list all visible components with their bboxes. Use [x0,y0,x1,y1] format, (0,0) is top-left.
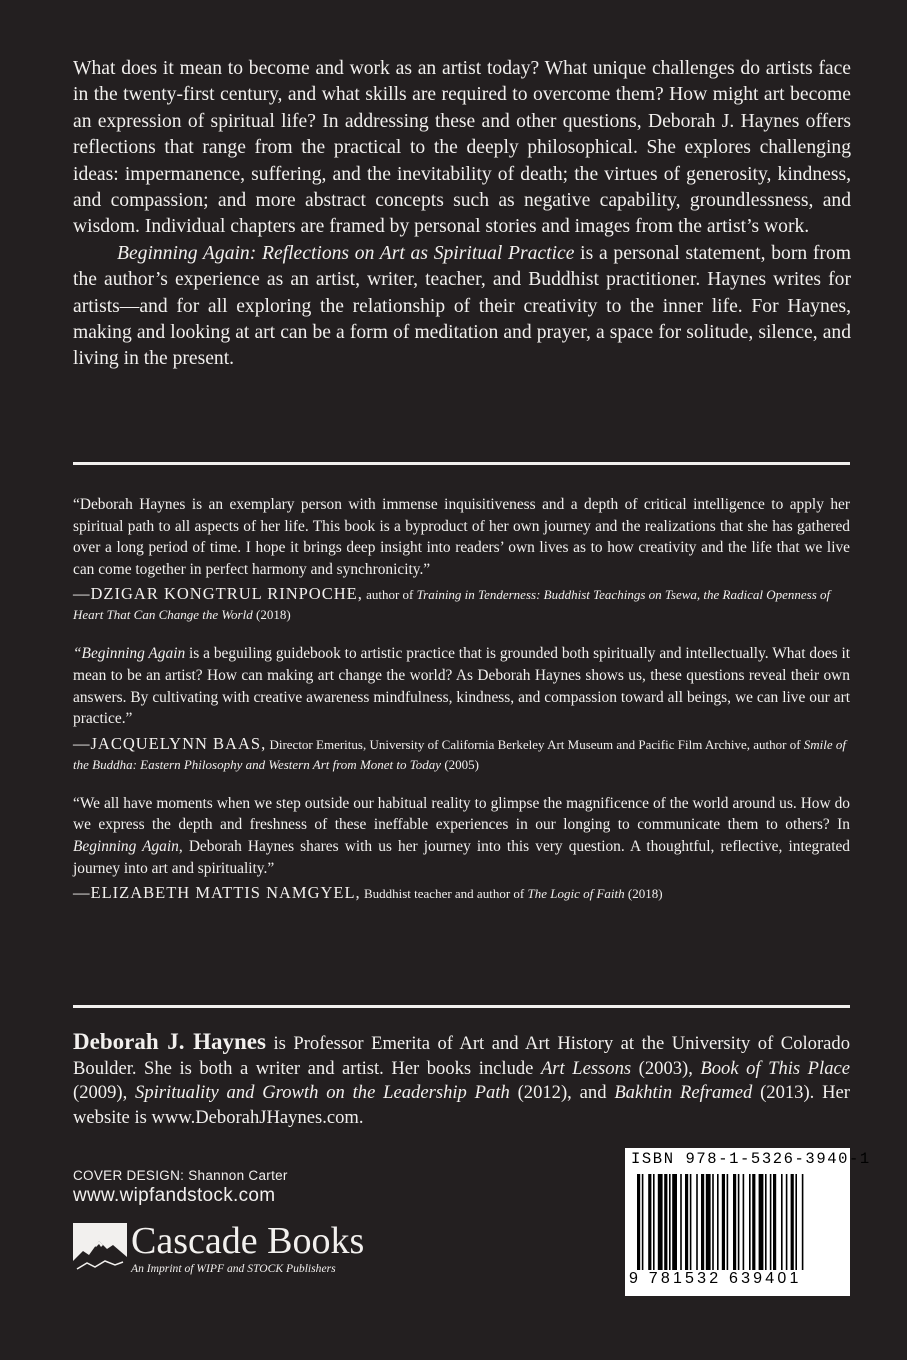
endorser-name: —JACQUELYNN BAAS, [73,733,267,753]
blurb-paragraph-2 [73,241,851,373]
bio-text: (2009), [73,1082,136,1104]
barcode-bar [672,1174,677,1270]
barcode-bar [786,1174,788,1270]
endorser-role: Director Emeritus, University of California Berkeley Art Museum and Pacific Film Archive, author of [266,736,804,752]
endorsement-attribution [73,584,850,625]
endorser-work: Smile of the Buddha: Eastern Philosophy and Western Art from Monet to Today [73,736,847,772]
endorsement-2 [73,643,850,774]
barcode-bar [770,1174,772,1270]
bio-book: Book of This Place [700,1057,850,1079]
quote-book-title: Beginning Again [73,837,179,855]
barcode-bar [706,1174,711,1270]
endorsement-quote [73,643,850,729]
publisher-website: www.wipfandstock.com [73,1185,276,1206]
barcode-bar [648,1174,651,1270]
bio-text: is Professor Emerita of Art and Art History at the University of Colorado Boulder. She is both a writer and artist. Her books include [73,1033,851,1079]
mountain-logo-icon [73,1223,127,1275]
barcode-bar [733,1174,736,1270]
endorsement-3 [73,793,850,904]
barcode-bar [717,1174,719,1270]
barcode-bar [791,1174,794,1270]
endorser-role: author of [362,587,417,603]
endorsement-1 [73,494,850,625]
cover-design-credit: COVER DESIGN: Shannon Carter [73,1168,288,1183]
endorsement-quote: “Deborah Haynes is an exemplary person with immense inquisitiveness and a depth of critical intelligence to apply her spiritual path to all aspects of her life. This book is a byproduct of her own journey and the realizations that she has gathered over a long period of time. I hope it brings deep insight into readers’ own lives as to how creativity and the life that we live can come together in perfect harmony and synchronicity.” [73,496,850,578]
divider-bottom [73,1005,850,1008]
bio-text: (2003), [631,1057,701,1079]
author-bio [73,1030,850,1130]
barcode-bar [701,1174,704,1270]
endorser-year: (2005) [441,756,479,772]
endorser-year: (2018) [624,886,663,902]
barcode-bar [712,1174,714,1270]
book-title: Beginning Again: Reflections on Art as Spiritual Practice [117,242,575,264]
back-cover-blurb [73,56,851,373]
isbn-barcode [625,1148,871,1296]
barcode-bar [664,1174,667,1270]
bio-text: (2013). Her website is www.DeborahJHaynes.com. [73,1082,851,1128]
publisher-name: Cascade Books [131,1220,365,1262]
endorser-work: The Logic of Faith [527,886,625,902]
endorsement-attribution [73,734,850,775]
credits [73,1168,288,1207]
barcode-bar [680,1174,682,1270]
barcode-bar [765,1174,767,1270]
bio-book: Bakhtin Reframed [614,1082,753,1104]
endorser-role: Buddhist teacher and author of [360,886,528,902]
barcode-bar [781,1174,783,1270]
endorser-work: Training in Tenderness: Buddhist Teachings on Tsewa, the Radical Openness of Heart That Can Change the World [73,587,831,623]
barcode-bars [637,1174,839,1274]
barcode-bar [773,1174,776,1270]
bio-book: Spirituality and Growth on the Leadership Path [135,1082,510,1104]
blurb-paragraph-2-text: is a personal statement, born from the author’s experience as an artist, writer, teacher, and Buddhist practitioner. Haynes writes for artists—and for all exploring the relationship of their creativity to the inner life. For Haynes, making and looking at art can be a form of meditation and prayer, a space for solitude, silence, and living in the present. [73,242,851,370]
barcode-bar [658,1174,663,1270]
endorser-year: (2018) [252,607,291,623]
barcode-bar [669,1174,671,1270]
barcode-bar [696,1174,698,1270]
barcode-bar [690,1174,692,1270]
endorsement-quote [73,793,850,879]
barcode-bar [653,1174,655,1270]
barcode-bar [752,1174,755,1270]
barcode-bar [802,1174,804,1270]
publisher-tagline: An Imprint of WIPF and STOCK Publishers [131,1262,336,1275]
author-name: Deborah J. Haynes [73,1029,266,1054]
quote-text-pre: “We all have moments when we step outside our habitual reality to glimpse the magnificence of the world around us. How do we express the depth and freshness of these ineffable experiences in our longing to communicate them to others? In [73,794,850,834]
barcode-bar [685,1174,688,1270]
endorser-name: —DZIGAR KONGTRUL RINPOCHE, [73,584,363,604]
barcode-bar [795,1174,797,1270]
isbn-text: ISBN 978-1-5326-3940-1 [631,1150,871,1168]
bio-text: (2012), and [509,1082,615,1104]
quote-book-title: “Beginning Again [73,645,186,663]
barcode-bar [722,1174,725,1270]
barcode-bar [749,1174,751,1270]
barcode-bar [743,1174,745,1270]
blurb-paragraph-1: What does it mean to become and work as an artist today? What unique challenges do artists face in the twenty-first century, and what skills are required to overcome them? How might art become an expression of spiritual life? In addressing these and other questions, Deborah J. Haynes offers reflections that range from the practical to the deeply philosophical. She explores challenging ideas: impermanence, suffering, and the inevitability of death; the virtues of generosity, kindness, and compassion; and more abstract concepts such as negative capability, groundlessness, and wisdom. Individual chapters are framed by personal stories and images from the artist’s work. [73,58,851,238]
barcode-bar [738,1174,740,1270]
barcode-bar [642,1174,644,1270]
quote-text-post: , Deborah Haynes shares with us her journey into this very question. A thoughtful, reflective, integrated journey into art and spirituality.” [73,837,851,877]
divider-top [73,462,850,465]
endorsement-attribution [73,883,850,904]
bio-book: Art Lessons [540,1057,632,1079]
barcode-bar [637,1174,640,1270]
quote-text: is a beguiling guidebook to artistic practice that is grounded both spiritually and intellectually. What does it mean to be an artist? How can making art change the world? As Deborah Haynes shows us, these questions reveal their own answers. By cultivating with creative awareness mindfulness, kindness, and compassion toward all beings, we can live our art practice.” [73,645,851,728]
endorsements [73,494,850,922]
barcode-bar [759,1174,764,1270]
barcode-bar [727,1174,729,1270]
endorser-name: —ELIZABETH MATTIS NAMGYEL, [73,883,361,903]
barcode-number: 9 781532 639401 [629,1270,802,1287]
